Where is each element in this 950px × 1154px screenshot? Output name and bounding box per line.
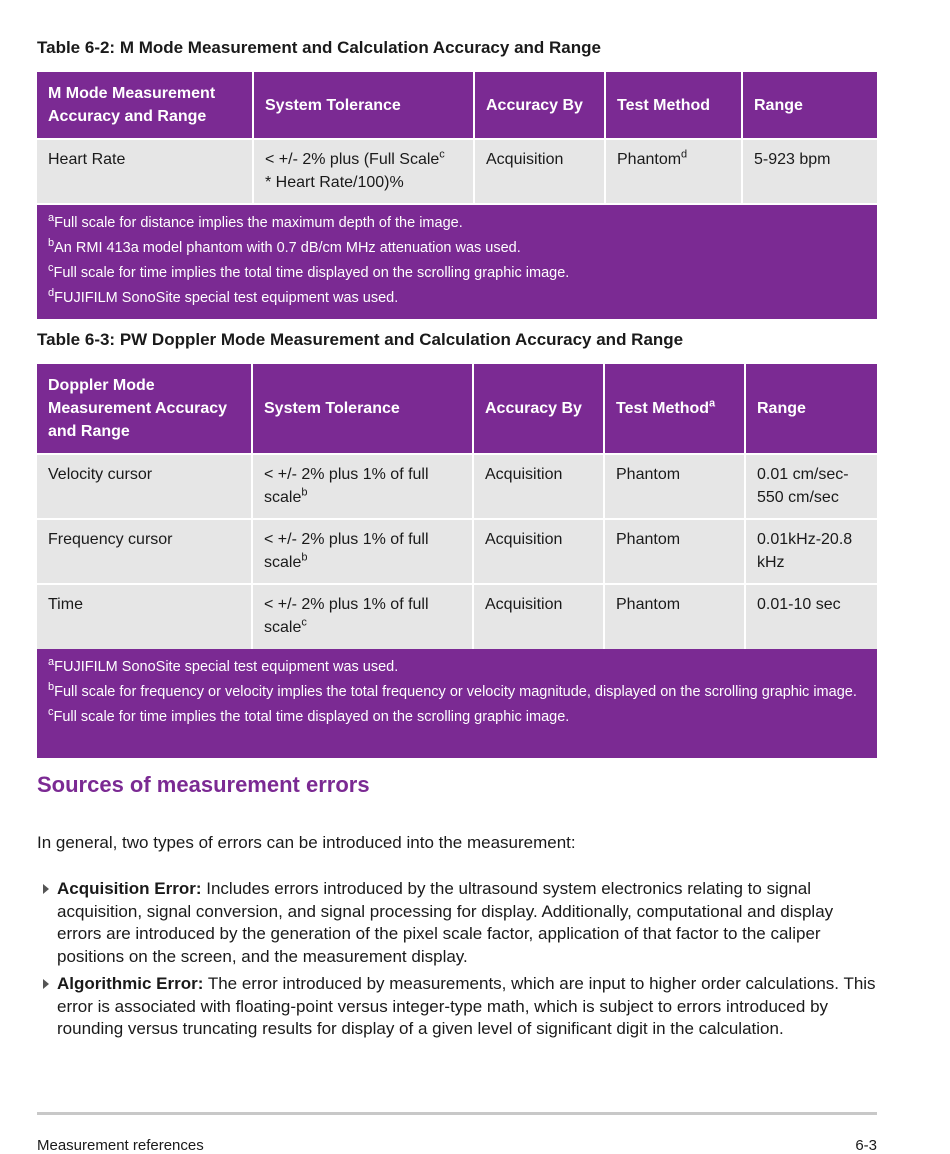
row-range: 0.01 cm/sec-550 cm/sec: [745, 454, 877, 519]
bullet-term: Acquisition Error:: [57, 879, 202, 898]
table-row: [37, 584, 877, 649]
column-header: M Mode Measurement Accuracy and Range: [37, 72, 253, 139]
column-header: Accuracy By: [474, 72, 605, 139]
footnote: $^a$FUJIFILM SonoSite special test equipment was used.: [48, 656, 399, 675]
column-header: Test Method: [605, 72, 742, 139]
bullet-text: The error introduced by measurements, which are input to higher order calculations. This error is associated with floating-point versus integer-type math, which is subject to errors introduced by rounding versus truncating results for display of a given level of significant digit in the calculation.: [57, 974, 876, 1038]
bullet-triangle-icon: [43, 979, 49, 989]
table-6-2-footnotes: [37, 205, 877, 319]
column-header: System Tolerance: [253, 72, 474, 139]
row-name: Frequency cursor: [37, 519, 252, 584]
row-name: Heart Rate: [37, 139, 253, 203]
footnote: $^a$Full scale for distance implies the maximum depth of the image.: [48, 212, 463, 231]
row-tolerance: < +/- 2% plus 1% of full scale$^b$: [252, 519, 473, 584]
table-6-3-caption: Table 6-3: PW Doppler Mode Measurement and Calculation Accuracy and Range: [37, 330, 684, 349]
row-accuracy: Acquisition: [473, 519, 604, 584]
footnote: $^c$Full scale for time implies the total time displayed on the scrolling graphic image.: [48, 262, 570, 281]
list-item: [37, 878, 877, 968]
row-method: Phantom: [604, 584, 745, 649]
page-number: 6-3: [855, 1137, 877, 1154]
row-method: Phantom: [604, 519, 745, 584]
row-tolerance: < +/- 2% plus 1% of full scale$^c$: [252, 584, 473, 649]
footer-rule: [37, 1112, 877, 1115]
row-range: 0.01-10 sec: [745, 584, 877, 649]
error-types-list: [37, 878, 877, 1046]
row-range: 0.01kHz-20.8 kHz: [745, 519, 877, 584]
table-6-2: [37, 72, 877, 203]
row-accuracy: Acquisition: [473, 454, 604, 519]
bullet-triangle-icon: [43, 884, 49, 894]
section-heading: Sources of measurement errors: [37, 772, 370, 797]
row-accuracy: Acquisition: [473, 584, 604, 649]
column-header: System Tolerance: [252, 364, 473, 454]
footer-section-name: Measurement references: [37, 1137, 204, 1154]
row-method: Phantom: [604, 454, 745, 519]
intro-paragraph: In general, two types of errors can be introduced into the measurement:: [37, 833, 576, 852]
column-header: Test Method$^a$: [604, 364, 745, 454]
row-range: 5-923 bpm: [742, 139, 877, 203]
footnote: $^d$FUJIFILM SonoSite special test equipment was used.: [48, 287, 399, 306]
table-6-3-footnotes: [37, 649, 877, 758]
row-name: Time: [37, 584, 252, 649]
table-row: [37, 519, 877, 584]
row-name: Velocity cursor: [37, 454, 252, 519]
table-6-3: [37, 364, 877, 649]
list-item: [37, 973, 877, 1041]
column-header: Range: [742, 72, 877, 139]
column-header: Doppler Mode Measurement Accuracy and Range: [37, 364, 252, 454]
column-header: Range: [745, 364, 877, 454]
table-row: [37, 454, 877, 519]
bullet-term: Algorithmic Error:: [57, 974, 204, 993]
footnote: $^b$Full scale for frequency or velocity implies the total frequency or velocity magnitude, displayed on the scrolling graphic image.: [48, 681, 857, 700]
bullet-text: Includes errors introduced by the ultrasound system electronics relating to signal acquisition, signal conversion, and signal processing for display. Additionally, computational and display errors are introduced by the generation of the pixel scale factor, application of that factor to the caliper positions on the screen, and the measurement display.: [57, 879, 834, 966]
row-accuracy: Acquisition: [474, 139, 605, 203]
table-row: [37, 139, 877, 203]
row-tolerance: < +/- 2% plus 1% of full scale$^b$: [252, 454, 473, 519]
row-method: Phantom$^d$: [605, 139, 742, 203]
footnote: $^c$Full scale for time implies the total time displayed on the scrolling graphic image.: [48, 706, 570, 725]
table-6-2-caption: Table 6-2: M Mode Measurement and Calculation Accuracy and Range: [37, 38, 601, 57]
column-header: Accuracy By: [473, 364, 604, 454]
row-tolerance: < +/- 2% plus (Full Scale$^c$ * Heart Rate/100)%: [253, 139, 474, 203]
footnote: $^b$An RMI 413a model phantom with 0.7 dB/cm MHz attenuation was used.: [48, 237, 521, 256]
